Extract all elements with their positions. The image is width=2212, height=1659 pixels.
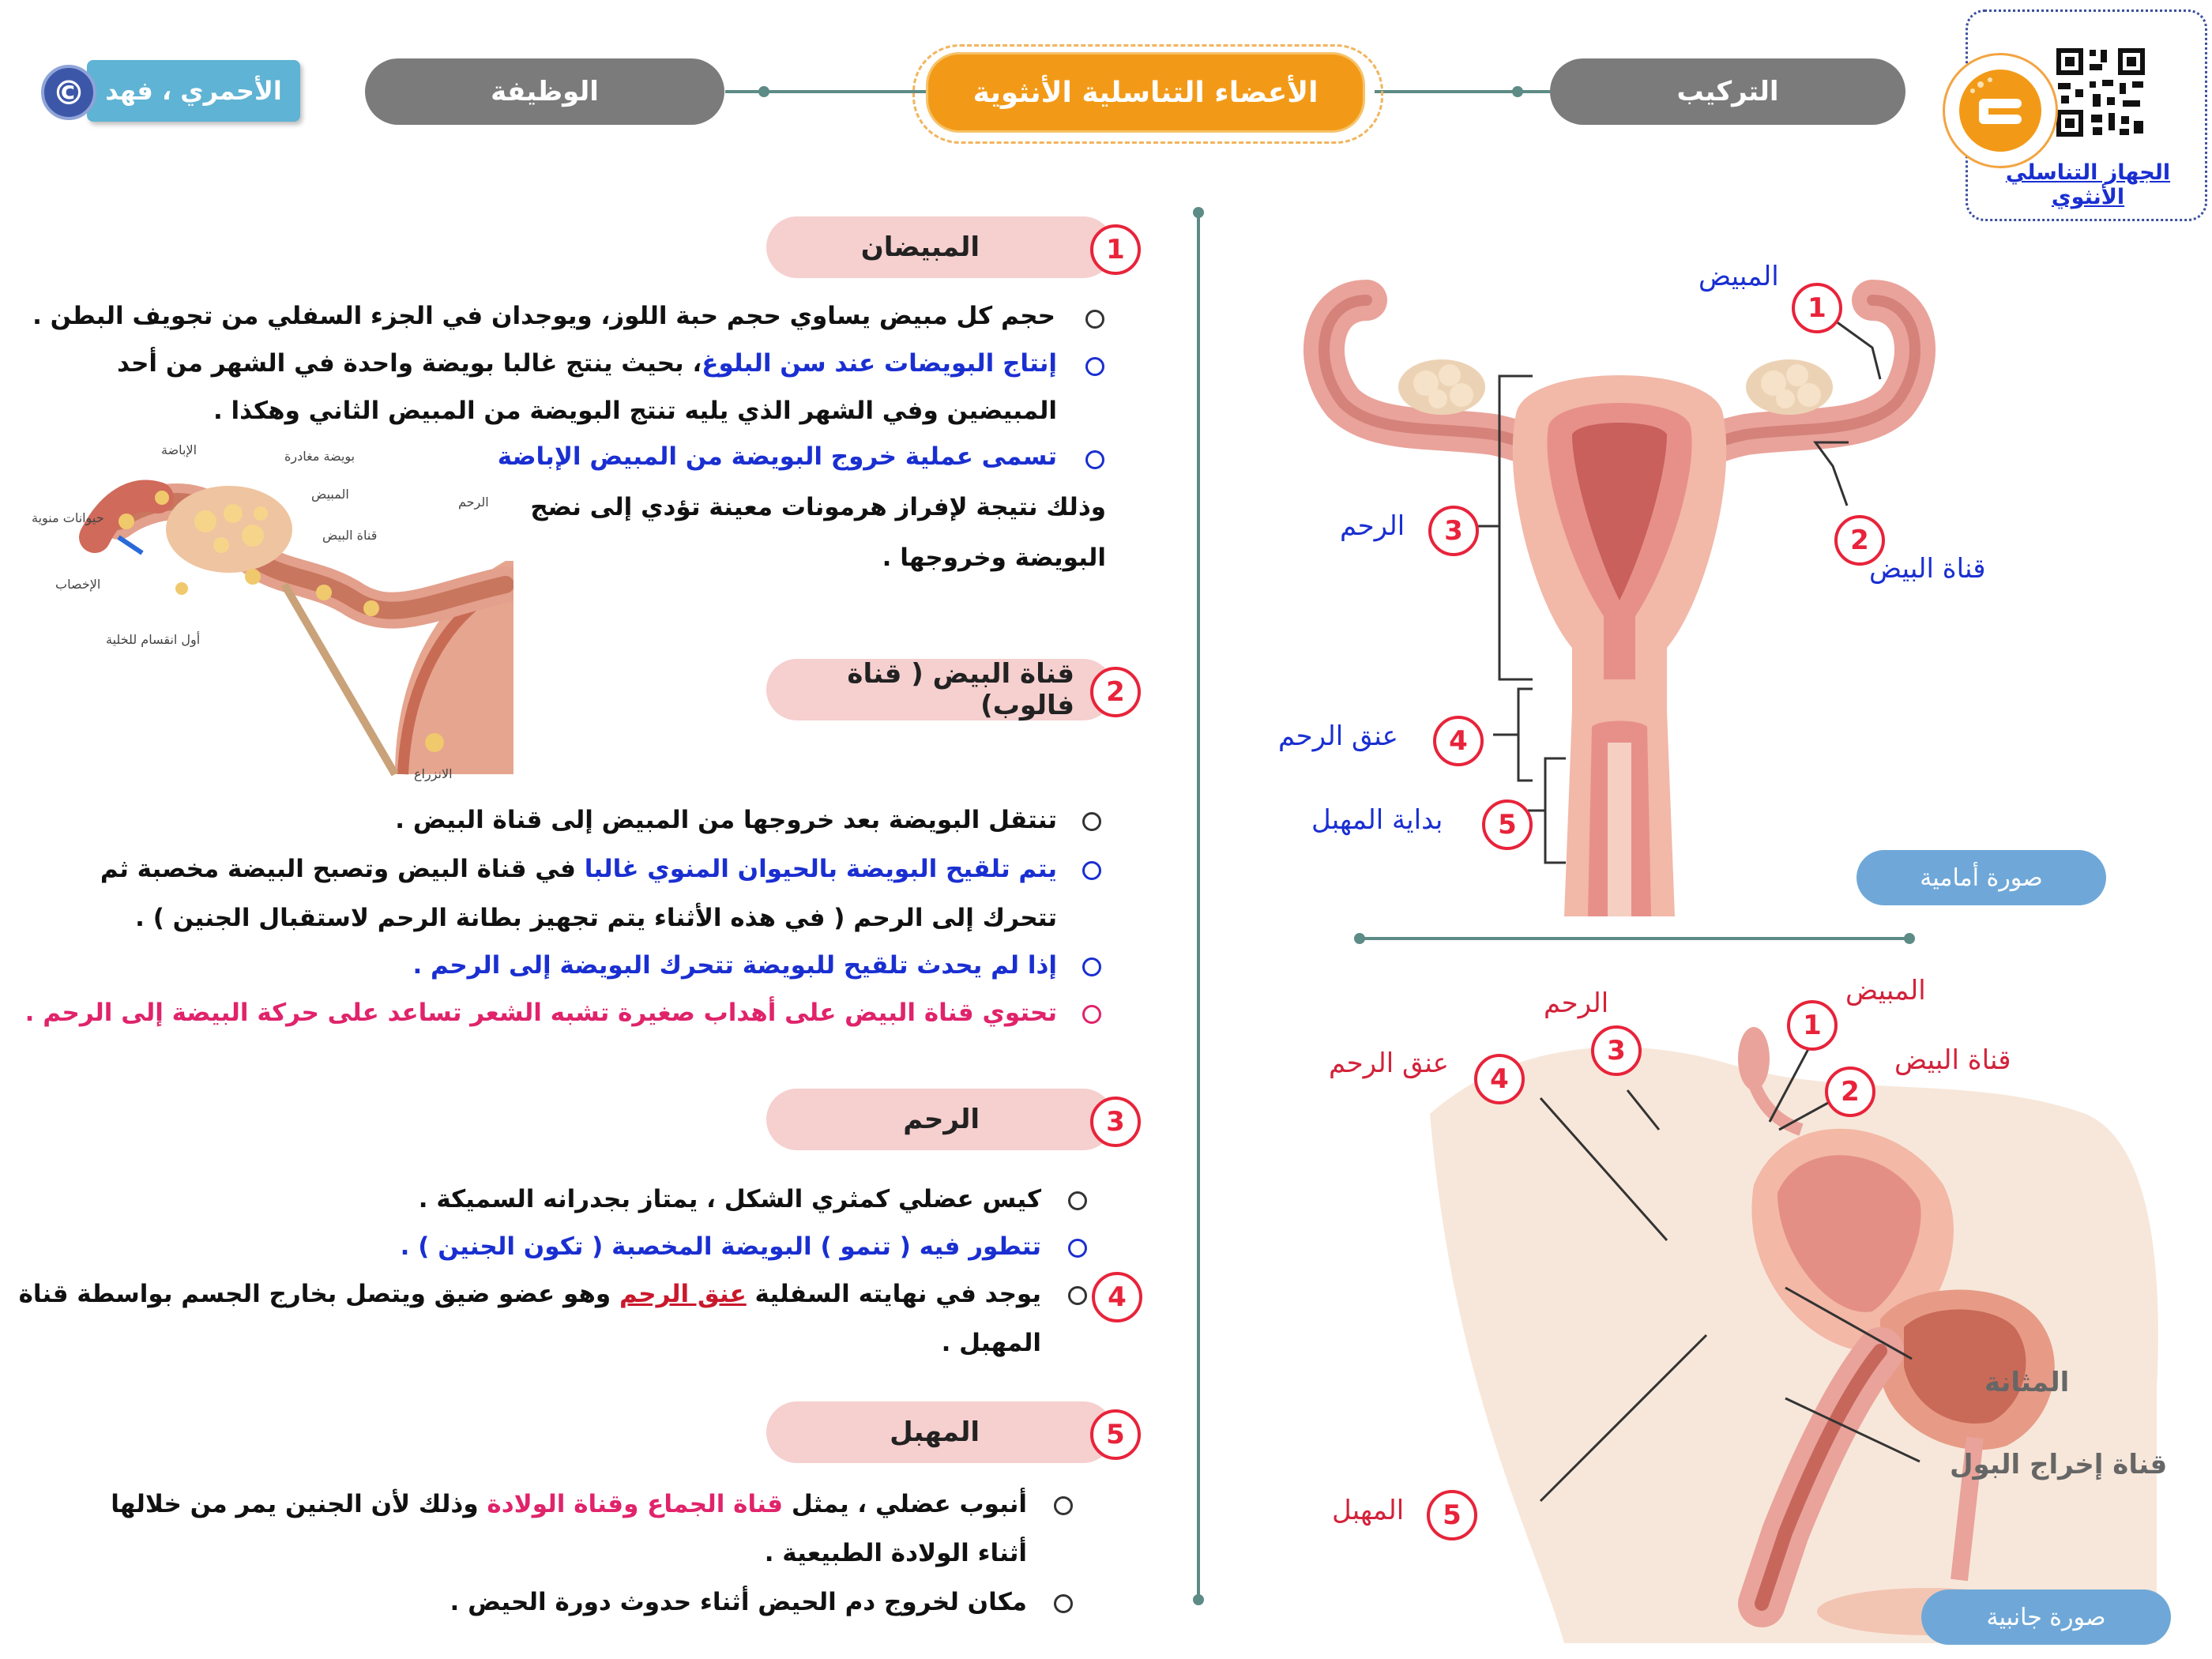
section-header-uterus xyxy=(766,1089,1114,1150)
tab-function[interactable] xyxy=(365,58,724,125)
side-number-2: 2 xyxy=(1825,1066,1875,1117)
inset-label-oviduct: قناة البيض xyxy=(322,528,378,543)
text-line: تتطور فيه ( تنمو ) البويضة المخصبة ( تكون الجنين ) . xyxy=(400,1232,1041,1261)
text-line: المبيضين وفي الشهر الذي يليه تنتج البويضة من المبيض الثاني وهكذا . xyxy=(213,397,1057,425)
author-badge xyxy=(87,60,300,122)
section-title: المبيضان xyxy=(860,231,980,263)
tab-function-label: الوظيفة xyxy=(491,76,599,107)
brand-logo-icon xyxy=(1943,53,2058,168)
bullet-icon xyxy=(1082,812,1101,831)
side-number-5: 5 xyxy=(1427,1490,1477,1540)
inset-label-sperm: حيوانات منوية xyxy=(32,510,104,525)
front-label-uterus: الرحم xyxy=(1340,510,1405,542)
front-label-vagina-start: بداية المهبل xyxy=(1311,804,1443,836)
inset-label-leaving-egg: بويضة مغادرة xyxy=(284,449,356,464)
inset-label-uterus: الرحم xyxy=(458,495,489,510)
section-header-vagina xyxy=(766,1401,1114,1463)
section-header-ovaries xyxy=(766,216,1114,278)
bullet-icon xyxy=(1082,957,1101,976)
bullet-icon xyxy=(1054,1594,1073,1613)
author-name: الأحمري ، فهد xyxy=(105,76,282,106)
side-label-vagina: المهبل xyxy=(1332,1495,1405,1526)
text-line: يوجد في نهايته السفلية عنق الرحم وهو عضو ضيق ويتصل بخارج الجسم بواسطة قناة xyxy=(18,1280,1041,1308)
side-label-uterus: الرحم xyxy=(1544,988,1609,1019)
divider-dot xyxy=(1193,207,1204,218)
text-line: حجم كل مبيض يساوي حجم حبة اللوز، ويوجدان في الجزء السفلي من تجويف البطن . xyxy=(32,302,1055,330)
section-number: 4 xyxy=(1092,1272,1142,1322)
bullet-icon xyxy=(1068,1191,1087,1210)
section-number: 1 xyxy=(1090,224,1141,275)
qr-code-icon xyxy=(2053,45,2148,140)
front-number-3: 3 xyxy=(1428,506,1479,556)
connector-left xyxy=(725,90,926,93)
divider-dot xyxy=(1904,933,1915,944)
side-label-ovary: المبيض xyxy=(1845,975,1926,1006)
text-line: أنبوب عضلي ، يمثل قناة الجماع وقناة الولادة وذلك لأن الجنين يمر من خلالها xyxy=(111,1490,1027,1518)
front-label-oviduct: قناة البيض xyxy=(1869,553,1986,585)
front-number-4: 4 xyxy=(1433,716,1484,766)
text-line: إنتاج البويضات عند سن البلوغ، بحيث ينتج غالبا بويضة واحدة في الشهر من أحد xyxy=(117,349,1057,378)
text-line: كيس عضلي كمثري الشكل ، يمتاز بجدرانه السميكة . xyxy=(418,1185,1041,1213)
copyright-icon: © xyxy=(41,65,96,120)
side-label-cervix: عنق الرحم xyxy=(1329,1048,1449,1079)
bullet-icon xyxy=(1054,1496,1073,1515)
bullet-icon xyxy=(1082,1005,1101,1024)
logo-card xyxy=(1966,9,2207,221)
bullet-icon xyxy=(1068,1286,1087,1305)
inset-label-implantation: الانزراع xyxy=(414,766,453,781)
text-line: يتم تلقيح البويضة بالحيوان المنوي غالبا في قناة البيض وتصبح البيضة مخصبة ثم xyxy=(100,855,1057,883)
side-label-urethra: قناة إخراج البول xyxy=(1950,1449,2168,1480)
bullet-icon xyxy=(1085,357,1104,376)
topic-link[interactable]: الجهاز التناسلي الأنثوي xyxy=(2005,160,2171,209)
divider-dot xyxy=(1193,1594,1204,1605)
text-line: المهبل . xyxy=(941,1329,1041,1357)
divider-dot xyxy=(1354,933,1365,944)
section-number: 2 xyxy=(1090,667,1141,717)
tab-structure[interactable] xyxy=(1550,58,1905,125)
text-line: تسمى عملية خروج البويضة من المبيض الإباضة xyxy=(497,442,1057,471)
text-line: مكان لخروج دم الحيض أثناء حدوث دورة الحيض . xyxy=(450,1588,1027,1616)
section-title: قناة البيض ( قناة فالوب) xyxy=(847,658,1074,721)
vertical-divider xyxy=(1197,213,1200,1604)
inset-label-ovary: المبيض xyxy=(311,487,349,502)
section-number: 5 xyxy=(1090,1409,1141,1460)
section-title: المهبل xyxy=(890,1416,980,1448)
bullet-icon xyxy=(1085,450,1104,469)
front-number-2: 2 xyxy=(1834,515,1885,566)
bullet-icon xyxy=(1085,310,1104,329)
text-line: إذا لم يحدث تلقيح للبويضة تتحرك البويضة إلى الرحم . xyxy=(412,951,1057,980)
bullet-icon xyxy=(1082,861,1101,880)
connector-dot xyxy=(758,86,769,97)
front-label-ovary: المبيض xyxy=(1698,261,1779,292)
side-number-3: 3 xyxy=(1591,1025,1642,1076)
text-line: البويضة وخروجها . xyxy=(882,544,1106,572)
front-number-5: 5 xyxy=(1482,799,1533,850)
side-label-oviduct: قناة البيض xyxy=(1894,1044,2011,1076)
front-number-1: 1 xyxy=(1792,283,1842,333)
front-bracket-lines xyxy=(1477,363,1572,877)
front-view-caption: صورة أمامية xyxy=(1856,850,2106,905)
main-title-text: الأعضاء التناسلية الأنثوية xyxy=(972,76,1319,109)
horizontal-divider xyxy=(1359,937,1912,940)
side-number-4: 4 xyxy=(1474,1054,1525,1104)
text-line: تحتوي قناة البيض على أهداب صغيرة تشبه الشعر تساعد على حركة البيضة إلى الرحم . xyxy=(24,999,1057,1027)
side-number-1: 1 xyxy=(1787,1000,1838,1051)
tab-structure-label: التركيب xyxy=(1676,76,1779,107)
text-line: تنتقل البويضة بعد خروجها من المبيض إلى قناة البيض . xyxy=(395,806,1057,834)
inset-label-fertilization: الإخصاب xyxy=(55,577,101,592)
main-title xyxy=(926,52,1365,133)
inset-label-cell-division: أول انقسام للخلية xyxy=(106,632,201,647)
side-label-bladder: المثانة xyxy=(1984,1367,2070,1398)
section-title: الرحم xyxy=(903,1104,980,1135)
front-label-cervix: عنق الرحم xyxy=(1278,720,1398,752)
inset-label-ovulation: الإباضة xyxy=(161,442,198,457)
section-number: 3 xyxy=(1090,1097,1141,1147)
text-line: أثناء الولادة الطبيعية . xyxy=(764,1539,1027,1567)
text-line: تتحرك إلى الرحم ( في هذه الأثناء يتم تجهيز بطانة الرحم لاستقبال الجنين ) . xyxy=(135,904,1057,932)
side-view-caption: صورة جانبية xyxy=(1921,1589,2171,1645)
ovulation-diagram xyxy=(24,442,514,790)
text-line: وذلك نتيجة لإفراز هرمونات معينة تؤدي إلى نضج xyxy=(530,493,1106,521)
connector-dot xyxy=(1512,86,1523,97)
bullet-icon xyxy=(1068,1239,1087,1258)
connector-right xyxy=(1375,90,1550,93)
section-header-oviduct xyxy=(766,659,1114,720)
